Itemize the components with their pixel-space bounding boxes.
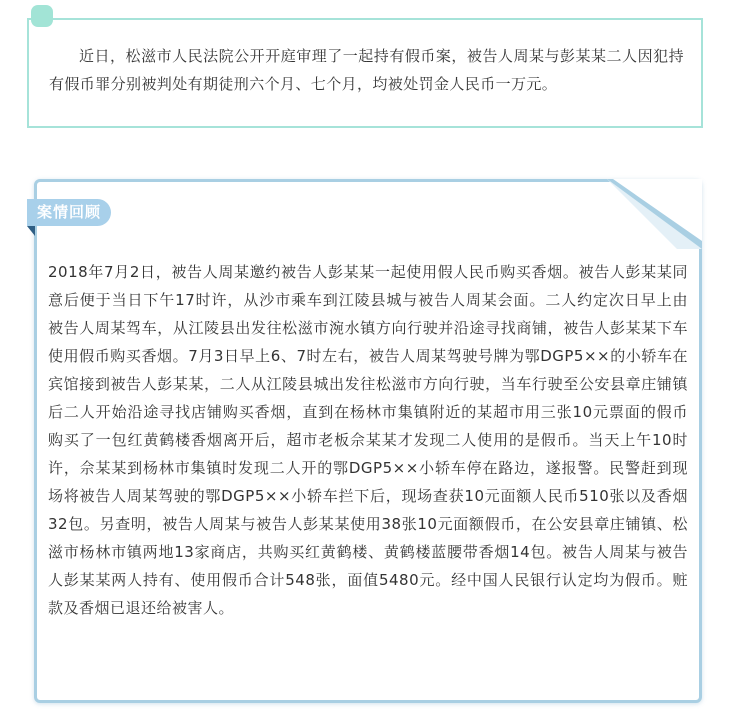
- folded-corner-decoration: [607, 179, 702, 249]
- tag-fold-shadow: [27, 226, 35, 236]
- case-body-paragraph: 2018年7月2日，被告人周某邀约被告人彭某某一起使用假人民币购买香烟。被告人彭某某同意后便于当日下午17时许，从沙市乘车到江陵县城与被告人周某会面。二人约定次日早上由被告人周某驾车，从江陵县出发往松滋市涴水镇方向行驶并沿途寻找商铺，被告人彭某某下车使用假币购买香烟。7月3日早上6、7时左右，被告人周某驾驶号牌为鄂DGP5××的小轿车在宾馆接到被告人彭某某，二人从江陵县城出发往松滋市方向行驶，当车行驶至公安县章庄铺镇后二人开始沿途寻找店铺购买香烟，直到在杨林市集镇附近的某超市用三张10元票面的假币购买了一包红黄鹤楼香烟离开后，超市老板佘某某才发现二人使用的是假币。当天上午10时许，佘某某到杨林市集镇时发现二人开的鄂DGP5××小轿车停在路边，遂报警。民警赶到现场将被告人周某驾驶的鄂DGP5××小轿车拦下后，现场查获10元面额人民币510张以及香烟32包。另查明，被告人周某与被告人彭某某使用38张10元面额假币，在公安县章庄铺镇、松滋市杨林市镇两地13家商店，共购买红黄鹤楼、黄鹤楼蓝腰带香烟14包。被告人周某与被告人彭某某两人持有、使用假币合计548张，面值5480元。经中国人民银行认定均为假币。赃款及香烟已退还给被害人。: [48, 263, 688, 617]
- case-review-tag: 案情回顾: [27, 199, 111, 226]
- intro-paragraph: 近日，松滋市人民法院公开开庭审理了一起持有假币案，被告人周某与彭某某二人因犯持有假币罪分别被判处有期徒刑六个月、七个月，均被处罚金人民币一万元。: [49, 47, 684, 93]
- intro-box: [27, 18, 703, 128]
- intro-marker-decoration: [31, 5, 53, 27]
